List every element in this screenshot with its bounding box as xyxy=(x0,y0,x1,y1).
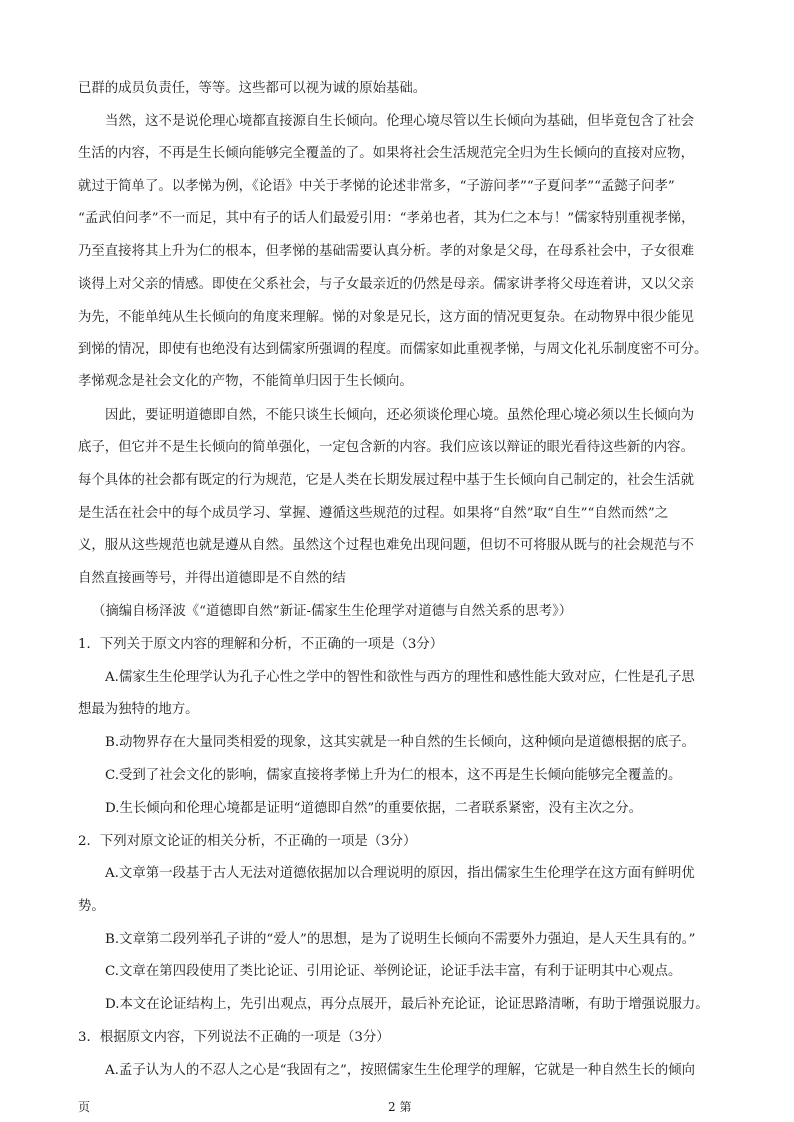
text-line: 生活的内容，不再是生长倾向能够完全覆盖的了。如果将社会生活规范完全归为生长倾向的直接对应物， xyxy=(78,146,694,161)
option-2a: A.文章第一段基于古人无法对道德依据加以合理说明的原因，指出儒家生生伦理学在这方面有鲜明优 xyxy=(105,866,695,881)
text-line: “孟武伯问孝”不一而足，其中有子的话人们最爱引用：“孝弟也者，其为仁之本与！”儒家特别重视孝悌， xyxy=(78,211,695,226)
text-line: 为先，不能单纯从生长倾向的角度来理解。悌的对象是兄长，这方面的情况更复杂。在动物界中很少能见 xyxy=(78,310,694,325)
text-line: 已群的成员负责任，等等。这些都可以视为诚的原始基础。 xyxy=(78,81,427,96)
option-2c: C.文章在第四段使用了类比论证、引用论证、举例论证，论证手法丰富，有利于证明其中心观点。 xyxy=(105,964,682,979)
source-citation: （摘编自杨泽波《“道德即自然”新证-儒家生生伦理学对道德与自然关系的思考》） xyxy=(92,604,573,619)
text-line: 势。 xyxy=(78,899,105,914)
text-line: 想最为独特的地方。 xyxy=(78,702,199,717)
question-2: 2．下列对原文论证的相关分析，不正确的一项是（3分） xyxy=(78,834,417,849)
option-1b: B.动物界存在大量同类相爱的现象，这其实就是一种自然的生长倾向，这种倾向是道德根据的底子。 xyxy=(105,735,695,750)
text-line: 每个具体的社会都有既定的行为规范，它是人类在长期发展过程中基于生长倾向自己制定的，社会生活就 xyxy=(78,473,694,488)
footer-left: 页 xyxy=(78,1100,91,1114)
text-line: 自然直接画等号，并得出道德即是不自然的结 xyxy=(78,571,346,586)
option-2d: D.本文在论证结构上，先引出观点，再分点展开，最后补充论证，论证思路清晰，有助于增强说服力。 xyxy=(105,997,709,1012)
text-line: 乃至直接将其上升为仁的根本，但孝悌的基础需要认真分析。孝的对象是父母，在母系社会中，子女很难 xyxy=(78,244,694,259)
text-line: 就过于简单了。以孝悌为例，《论语》中关于孝悌的论述非常多，“子游问孝”“子夏问孝”“孟懿子问孝” xyxy=(78,179,675,194)
option-3a: A.孟子认为人的不忍人之心是“我固有之”，按照儒家生生伦理学的理解，它就是一种自然生长的倾向 xyxy=(105,1063,696,1078)
text-line: 孝悌观念是社会文化的产物，不能简单归因于生长倾向。 xyxy=(78,374,413,389)
option-2b: B.文章第二段列举孔子讲的“爱人”的思想，是为了说明生长倾向不需要外力强迫，是人天生具有的。” xyxy=(105,932,696,947)
text-line: 到悌的情况，即使有也绝没有达到儒家所强调的程度。而儒家如此重视孝悌，与周文化礼乐制度密不可分。 xyxy=(78,342,708,357)
text-line: 谈得上对父亲的情感。即使在父系社会，与子女最亲近的仍然是母亲。儒家讲孝将父母连着讲，又以父亲 xyxy=(78,277,694,292)
text-line: 因此，要证明道德即自然，不能只谈生长倾向，还必须谈伦理心境。虽然伦理心境必须以生长倾向为 xyxy=(105,408,695,423)
text-line: 当然，这不是说伦理心境都直接源自生长倾向。伦理心境尽管以生长倾向为基础，但毕竟包含了社会 xyxy=(105,114,695,129)
text-line: 是生活在社会中的每个成员学习、掌握、遵循这些规范的过程。如果将“自然”取“自生”“自然而然”之 xyxy=(78,506,669,521)
option-1a: A.儒家生生伦理学认为孔子心性之学中的智性和欲性与西方的理性和感性能大致对应，仁性是孔子思 xyxy=(105,670,695,685)
question-1: 1．下列关于原文内容的理解和分析，不正确的一项是（3分） xyxy=(78,637,444,652)
page-number: 2 第 xyxy=(388,1100,412,1114)
option-1d: D.生长倾向和伦理心境都是证明“道德即自然”的重要依据，二者联系紧密，没有主次之分。 xyxy=(105,801,643,816)
text-line: 底子，但它并不是生长倾向的简单强化，一定包含新的内容。我们应该以辩证的眼光看待这些新的内容。 xyxy=(78,440,694,455)
text-line: 义，服从这些规范也就是遵从自然。虽然这个过程也难免出现问题，但切不可将服从既与的社会规范与不 xyxy=(78,538,694,553)
question-3: 3．根据原文内容，下列说法不正确的一项是（3分） xyxy=(78,1030,390,1045)
option-1c: C.受到了社会文化的影响，儒家直接将孝悌上升为仁的根本，这不再是生长倾向能够完全覆盖的。 xyxy=(105,768,682,783)
